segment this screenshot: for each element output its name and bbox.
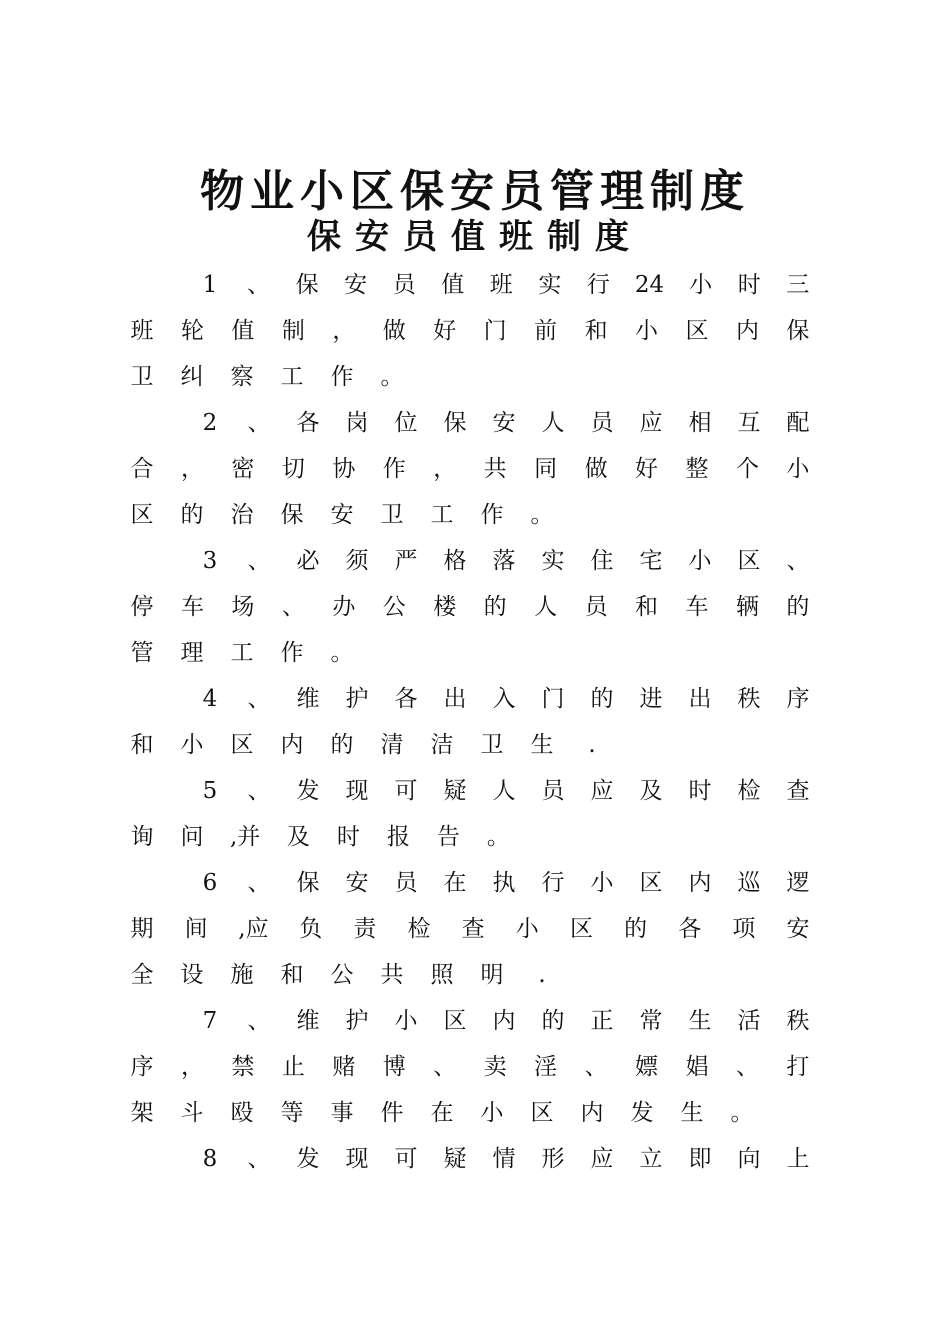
text-line xyxy=(130,676,810,722)
text-glyph: 序 xyxy=(786,686,810,712)
paragraph xyxy=(130,262,810,400)
text-glyph: 1 xyxy=(202,272,218,298)
text-glyph: 博 xyxy=(382,1054,406,1080)
paragraph xyxy=(130,998,810,1136)
text-glyph: 。 xyxy=(330,640,354,666)
text-glyph: 作 xyxy=(280,640,304,666)
text-line xyxy=(130,1044,810,1090)
text-glyph: 做 xyxy=(382,318,406,344)
text-glyph: 值 xyxy=(231,318,255,344)
text-glyph: 治 xyxy=(230,502,254,528)
text-glyph: 6 xyxy=(202,870,218,896)
text-glyph: 共 xyxy=(380,962,404,988)
text-glyph: 人 xyxy=(492,778,516,804)
text-glyph: 检 xyxy=(407,916,431,942)
text-glyph: 小 xyxy=(590,870,614,896)
text-glyph: 小 xyxy=(394,1008,418,1034)
text-glyph: 卫 xyxy=(380,502,404,528)
text-glyph: 轮 xyxy=(180,318,204,344)
text-glyph: 清 xyxy=(380,732,404,758)
text-glyph: 位 xyxy=(394,410,418,436)
text-glyph: 互 xyxy=(737,410,761,436)
text-glyph: 责 xyxy=(353,916,377,942)
text-glyph: 安 xyxy=(344,272,368,298)
text-glyph: 公 xyxy=(382,594,406,620)
text-glyph: 8 xyxy=(202,1146,218,1172)
text-glyph: 和 xyxy=(635,594,659,620)
text-glyph: 24 xyxy=(634,272,665,298)
text-line xyxy=(130,952,810,998)
text-glyph: 照 xyxy=(430,962,454,988)
text-glyph: 员 xyxy=(392,272,416,298)
text-glyph: . xyxy=(538,962,546,988)
text-glyph: 小 xyxy=(480,1100,504,1126)
paragraph xyxy=(130,676,810,768)
text-glyph: 禁 xyxy=(231,1054,255,1080)
paragraph xyxy=(130,538,810,676)
text-glyph: 殴 xyxy=(230,1100,254,1126)
paragraph xyxy=(130,1136,810,1182)
text-glyph: 整 xyxy=(685,456,709,482)
text-glyph: ， xyxy=(332,318,356,344)
text-glyph: 等 xyxy=(280,1100,304,1126)
text-glyph: 纠 xyxy=(180,364,204,390)
text-glyph: 打 xyxy=(786,1054,810,1080)
text-glyph: 时 xyxy=(336,824,360,850)
text-glyph: 实 xyxy=(541,548,565,574)
text-glyph: 员 xyxy=(584,594,608,620)
text-glyph: 情 xyxy=(492,1146,516,1172)
text-glyph: 的 xyxy=(483,594,507,620)
text-glyph: 须 xyxy=(345,548,369,574)
text-glyph: 配 xyxy=(786,410,810,436)
text-glyph: 落 xyxy=(492,548,516,574)
text-glyph: 制 xyxy=(281,318,305,344)
text-glyph: 卫 xyxy=(480,732,504,758)
text-glyph: 内 xyxy=(280,732,304,758)
text-glyph: 设 xyxy=(180,962,204,988)
text-glyph: 常 xyxy=(639,1008,663,1034)
text-glyph: 期 xyxy=(130,916,154,942)
text-glyph: 项 xyxy=(732,916,756,942)
text-glyph: 护 xyxy=(345,686,369,712)
text-line xyxy=(130,906,810,952)
text-glyph: 的 xyxy=(330,732,354,758)
text-glyph: 事 xyxy=(330,1100,354,1126)
text-glyph: 秩 xyxy=(786,1008,810,1034)
text-glyph: 内 xyxy=(580,1100,604,1126)
text-glyph: 可 xyxy=(394,778,418,804)
text-glyph: 时 xyxy=(688,778,712,804)
text-glyph: 场 xyxy=(231,594,255,620)
text-glyph: 察 xyxy=(230,364,254,390)
text-line xyxy=(130,998,810,1044)
text-glyph: 、 xyxy=(247,778,271,804)
text-glyph: 作 xyxy=(382,456,406,482)
text-glyph: 区 xyxy=(530,1100,554,1126)
text-glyph: 办 xyxy=(332,594,356,620)
text-glyph: 实 xyxy=(538,272,562,298)
text-glyph: 区 xyxy=(737,548,761,574)
text-glyph: 岗 xyxy=(345,410,369,436)
text-glyph: 负 xyxy=(299,916,323,942)
text-glyph: 小 xyxy=(180,732,204,758)
text-glyph: 、 xyxy=(247,410,271,436)
text-glyph: 内 xyxy=(735,318,759,344)
text-glyph: 娼 xyxy=(685,1054,709,1080)
text-glyph: 、 xyxy=(247,870,271,896)
text-glyph: 全 xyxy=(130,962,154,988)
text-glyph: 密 xyxy=(231,456,255,482)
text-glyph: 可 xyxy=(394,1146,418,1172)
text-glyph: 做 xyxy=(584,456,608,482)
text-line xyxy=(130,354,810,400)
text-glyph: 施 xyxy=(230,962,254,988)
text-glyph: 和 xyxy=(280,962,304,988)
text-glyph: 生 xyxy=(530,732,554,758)
text-glyph: 维 xyxy=(296,1008,320,1034)
text-glyph: 序 xyxy=(130,1054,154,1080)
text-glyph: 停 xyxy=(130,594,154,620)
text-glyph: 各 xyxy=(394,686,418,712)
text-glyph: 安 xyxy=(330,502,354,528)
text-glyph: 员 xyxy=(590,410,614,436)
text-line xyxy=(130,400,810,446)
text-glyph: 严 xyxy=(394,548,418,574)
text-line xyxy=(130,538,810,584)
text-glyph: 出 xyxy=(688,686,712,712)
text-glyph: 报 xyxy=(386,824,410,850)
text-glyph: 卫 xyxy=(130,364,154,390)
text-glyph: 区 xyxy=(685,318,709,344)
text-glyph: 在 xyxy=(443,870,467,896)
text-line xyxy=(130,722,810,768)
text-glyph: 内 xyxy=(688,870,712,896)
text-line xyxy=(130,1090,810,1136)
text-glyph: 止 xyxy=(281,1054,305,1080)
text-glyph: 生 xyxy=(680,1100,704,1126)
text-glyph: 车 xyxy=(180,594,204,620)
text-glyph: 告 xyxy=(436,824,460,850)
text-glyph: 、 xyxy=(247,272,271,298)
text-glyph: 工 xyxy=(230,640,254,666)
text-glyph: 间 xyxy=(184,916,208,942)
text-glyph: 三 xyxy=(786,272,810,298)
text-glyph: 时 xyxy=(737,272,761,298)
text-glyph: 小 xyxy=(515,916,539,942)
text-glyph: 卖 xyxy=(483,1054,507,1080)
text-glyph: 保 xyxy=(296,870,320,896)
text-glyph: 7 xyxy=(202,1008,218,1034)
text-glyph: 淫 xyxy=(534,1054,558,1080)
paragraph xyxy=(130,400,810,538)
text-glyph: 行 xyxy=(541,870,565,896)
text-glyph: 公 xyxy=(330,962,354,988)
text-glyph: 工 xyxy=(430,502,454,528)
text-glyph: 生 xyxy=(688,1008,712,1034)
text-glyph: 应 xyxy=(590,778,614,804)
text-glyph: 人 xyxy=(534,594,558,620)
text-line xyxy=(130,814,810,860)
text-glyph: 作 xyxy=(480,502,504,528)
text-line xyxy=(130,308,810,354)
text-glyph: 各 xyxy=(296,410,320,436)
text-glyph: 、 xyxy=(281,594,305,620)
text-glyph: 出 xyxy=(443,686,467,712)
text-glyph: 应 xyxy=(639,410,663,436)
text-glyph: 理 xyxy=(180,640,204,666)
text-glyph: 进 xyxy=(639,686,663,712)
text-glyph: 4 xyxy=(202,686,218,712)
text-glyph: 小 xyxy=(688,548,712,574)
text-glyph: 上 xyxy=(786,1146,810,1172)
text-glyph: 好 xyxy=(635,456,659,482)
text-glyph: 行 xyxy=(586,272,610,298)
paragraph xyxy=(130,860,810,998)
text-glyph: 应 xyxy=(590,1146,614,1172)
text-glyph: 好 xyxy=(433,318,457,344)
text-glyph: 区 xyxy=(639,870,663,896)
text-glyph: 5 xyxy=(202,778,218,804)
text-glyph: 及 xyxy=(639,778,663,804)
text-glyph: 门 xyxy=(541,686,565,712)
text-glyph: 安 xyxy=(492,410,516,436)
text-glyph: 小 xyxy=(635,318,659,344)
text-glyph: 明 xyxy=(480,962,504,988)
text-glyph: 洁 xyxy=(430,732,454,758)
text-glyph: 在 xyxy=(430,1100,454,1126)
document-body xyxy=(130,262,810,1182)
text-glyph: 秩 xyxy=(737,686,761,712)
text-glyph: 、 xyxy=(247,1146,271,1172)
text-glyph: 和 xyxy=(130,732,154,758)
text-glyph: 班 xyxy=(489,272,513,298)
text-glyph: 切 xyxy=(281,456,305,482)
text-line xyxy=(130,584,810,630)
text-glyph: 小 xyxy=(689,272,713,298)
text-glyph: 相 xyxy=(688,410,712,436)
text-glyph: 区 xyxy=(130,502,154,528)
text-glyph: 发 xyxy=(296,1146,320,1172)
text-glyph: 护 xyxy=(345,1008,369,1034)
text-glyph: 小 xyxy=(786,456,810,482)
text-line xyxy=(130,768,810,814)
text-glyph: 活 xyxy=(737,1008,761,1034)
text-line xyxy=(130,446,810,492)
text-glyph: 2 xyxy=(202,410,218,436)
text-glyph: 、 xyxy=(433,1054,457,1080)
text-glyph: 区 xyxy=(569,916,593,942)
text-glyph: 入 xyxy=(492,686,516,712)
text-glyph: 。 xyxy=(730,1100,754,1126)
text-glyph: ， xyxy=(180,1054,204,1080)
text-glyph: 保 xyxy=(280,502,304,528)
document-subtitle: 保安员值班制度 xyxy=(307,217,643,257)
text-glyph: 门 xyxy=(483,318,507,344)
text-glyph: 询 xyxy=(130,824,154,850)
text-glyph: 向 xyxy=(737,1146,761,1172)
text-glyph: 、 xyxy=(735,1054,759,1080)
text-glyph: 员 xyxy=(541,778,565,804)
text-glyph: 工 xyxy=(280,364,304,390)
text-glyph: 必 xyxy=(296,548,320,574)
text-glyph: 的 xyxy=(624,916,648,942)
text-glyph: 管 xyxy=(130,640,154,666)
text-glyph: 。 xyxy=(380,364,404,390)
text-glyph: 班 xyxy=(130,318,154,344)
text-glyph: 内 xyxy=(492,1008,516,1034)
text-glyph: 维 xyxy=(296,686,320,712)
text-line xyxy=(130,262,810,308)
text-glyph: 前 xyxy=(534,318,558,344)
text-glyph: 疑 xyxy=(443,1146,467,1172)
text-glyph: 巡 xyxy=(737,870,761,896)
text-line xyxy=(130,492,810,538)
text-glyph: 及 xyxy=(286,824,310,850)
text-glyph: . xyxy=(588,732,596,758)
text-glyph: 、 xyxy=(247,686,271,712)
text-glyph: ,应 xyxy=(238,916,269,942)
text-glyph: 即 xyxy=(688,1146,712,1172)
text-glyph: 问 xyxy=(180,824,204,850)
text-glyph: 作 xyxy=(330,364,354,390)
text-glyph: 的 xyxy=(180,502,204,528)
text-glyph: 立 xyxy=(639,1146,663,1172)
text-glyph: 区 xyxy=(443,1008,467,1034)
paragraph xyxy=(130,768,810,860)
text-glyph: 协 xyxy=(332,456,356,482)
text-glyph: 格 xyxy=(443,548,467,574)
text-glyph: 、 xyxy=(247,1008,271,1034)
text-glyph: 保 xyxy=(443,410,467,436)
text-glyph: 同 xyxy=(534,456,558,482)
text-glyph: 现 xyxy=(345,778,369,804)
text-glyph: 共 xyxy=(483,456,507,482)
text-glyph: 安 xyxy=(345,870,369,896)
text-glyph: 。 xyxy=(530,502,554,528)
text-glyph: 个 xyxy=(735,456,759,482)
text-glyph: 各 xyxy=(678,916,702,942)
text-glyph: 车 xyxy=(685,594,709,620)
text-glyph: 斗 xyxy=(180,1100,204,1126)
text-glyph: 现 xyxy=(345,1146,369,1172)
text-glyph: 人 xyxy=(541,410,565,436)
text-glyph: 值 xyxy=(441,272,465,298)
text-glyph: 区 xyxy=(230,732,254,758)
text-line xyxy=(130,1136,810,1182)
text-glyph: 执 xyxy=(492,870,516,896)
text-glyph: 件 xyxy=(380,1100,404,1126)
text-glyph: 和 xyxy=(584,318,608,344)
text-glyph: 逻 xyxy=(786,870,810,896)
text-glyph: 发 xyxy=(630,1100,654,1126)
text-glyph: 的 xyxy=(541,1008,565,1034)
text-glyph: 正 xyxy=(590,1008,614,1034)
text-glyph: 检 xyxy=(737,778,761,804)
text-glyph: 、 xyxy=(786,548,810,574)
text-glyph: 保 xyxy=(295,272,319,298)
text-glyph: 安 xyxy=(786,916,810,942)
text-line xyxy=(130,630,810,676)
text-glyph: ,并 xyxy=(230,824,261,850)
text-line xyxy=(130,860,810,906)
text-glyph: 赌 xyxy=(332,1054,356,1080)
document-title: 物业小区保安员管理制度 xyxy=(200,166,750,217)
text-glyph: 3 xyxy=(202,548,218,574)
text-glyph: 、 xyxy=(584,1054,608,1080)
text-glyph: 查 xyxy=(786,778,810,804)
text-glyph: 楼 xyxy=(433,594,457,620)
text-glyph: 员 xyxy=(394,870,418,896)
text-glyph: 查 xyxy=(461,916,485,942)
text-glyph: ， xyxy=(180,456,204,482)
text-glyph: ， xyxy=(433,456,457,482)
text-glyph: 辆 xyxy=(735,594,759,620)
text-glyph: 的 xyxy=(590,686,614,712)
text-glyph: 架 xyxy=(130,1100,154,1126)
text-glyph: 的 xyxy=(786,594,810,620)
text-glyph: 疑 xyxy=(443,778,467,804)
text-glyph: 嫖 xyxy=(635,1054,659,1080)
text-glyph: 保 xyxy=(786,318,810,344)
text-glyph: 住 xyxy=(590,548,614,574)
text-glyph: 、 xyxy=(247,548,271,574)
text-glyph: 合 xyxy=(130,456,154,482)
text-glyph: 形 xyxy=(541,1146,565,1172)
text-glyph: 宅 xyxy=(639,548,663,574)
text-glyph: 发 xyxy=(296,778,320,804)
text-glyph: 。 xyxy=(486,824,510,850)
